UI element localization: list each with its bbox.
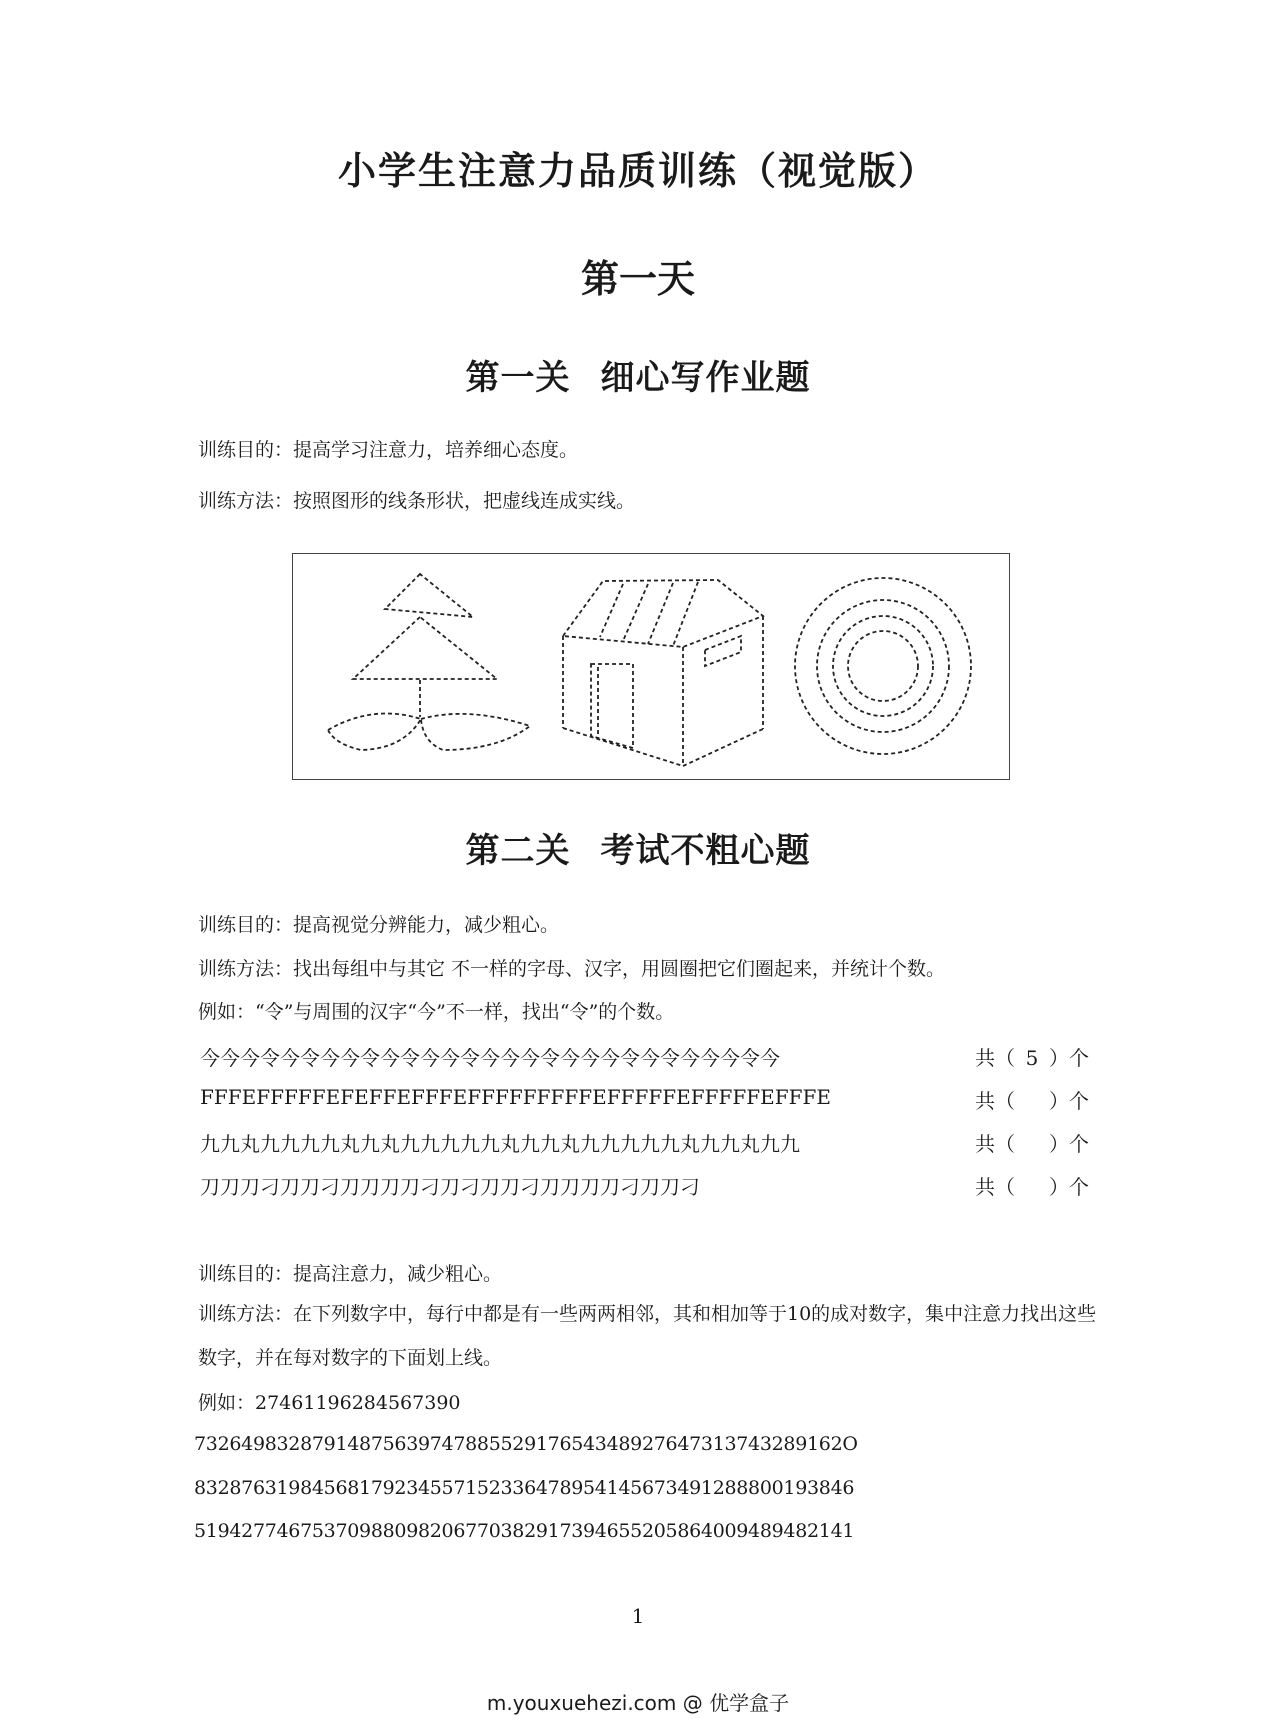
tracing-figure-box [292,553,1010,780]
level3-example: 例如：27461196284567390 [198,1392,461,1414]
level1-heading [0,350,1276,399]
number-row: 51942774675370988098206770382917394655205864009489482141 [194,1520,855,1542]
document-title: 小学生注意力品质训练（视觉版） [337,148,938,193]
page-number: 1 [631,1604,645,1628]
number-row: 7326498328791487563974788552917654348927647313743289162O [194,1433,858,1455]
level2-prefix: 第二关 [465,831,571,871]
level2-example: 例如：“令”与周围的汉字“今”不一样，找出“令”的个数。 [198,1001,675,1023]
count-answer: 共（ ）个 [975,1175,1089,1199]
level3-goal: 训练目的：提高注意力，减少粗心。 [198,1263,503,1285]
level2-name: 考试不粗心题 [600,831,811,871]
char-sequence-row: FFFEFFFFFEFEFFEFFFEFFFFFFFFFEFFFFFEFFFFFEFFFE [200,1085,831,1109]
count-answer: 共（ ）个 [975,1132,1089,1156]
concentric-circles-icon [795,578,971,754]
char-sequence-row: 刀刀刀刁刀刀刁刀刀刀刀刁刀刁刀刀刁刀刀刀刀刁刀刀刁 [200,1175,700,1199]
level1-method: 训练方法：按照图形的线条形状，把虚线连成实线。 [198,490,636,512]
level2-heading [0,823,1276,872]
number-row: 83287631984568179234557152336478954145673491288800193846 [194,1477,855,1499]
level1-prefix: 第一关 [465,358,571,398]
count-blank[interactable]: 5 [1025,1046,1039,1070]
char-sequence-row: 今今今令今令今今令今令今今令今今今令今今今令今令今今今令今 [200,1046,780,1070]
count-answer: 共（ ）个 [975,1089,1089,1113]
level3-method: 训练方法：在下列数字中，每行中都是有一些两两相邻，其和相加等于10的成对数字，集中注意力找出这些数字，并在每对数字的下面划上线。 [198,1303,1097,1369]
house-icon [563,580,763,766]
level2-method: 训练方法：找出每组中与其它 不一样的字母、汉字，用圆圈把它们圈起来，并统计个数。 [198,958,946,980]
day-heading: 第一天 [580,256,695,301]
char-sequence-row: 九九丸九九九九丸九丸九九九九九丸九九丸九九九九九丸九九丸九九 [200,1132,800,1156]
tracing-figures [293,554,1011,781]
tree-icon [328,574,530,750]
level2-goal: 训练目的：提高视觉分辨能力，减少粗心。 [198,914,560,936]
count-answer: 共（ 5 ）个 [975,1046,1089,1070]
level1-name: 细心写作业题 [600,358,811,398]
footer-watermark: m.youxuehezi.com @ 优学盒子 [486,1691,790,1715]
level1-goal: 训练目的：提高学习注意力，培养细心态度。 [198,439,579,461]
